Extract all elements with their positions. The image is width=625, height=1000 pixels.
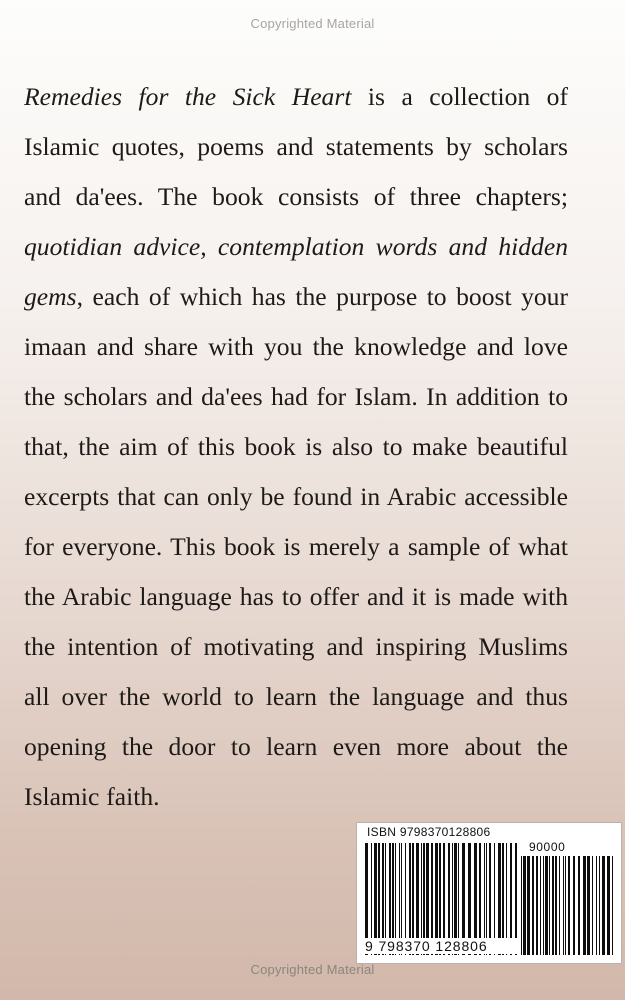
chapter-names-italic: quotidian advice, contemplation words and hidden gems <box>24 232 568 311</box>
copyright-watermark-bottom: Copyrighted Material <box>250 962 375 977</box>
barcode-bar <box>612 856 613 955</box>
book-title-italic: Remedies for the Sick Heart <box>24 82 352 111</box>
barcode-bar <box>549 856 550 955</box>
barcode-bar <box>596 856 597 955</box>
barcode-bar <box>543 856 544 955</box>
addon-barcode-bars <box>521 856 615 955</box>
barcode-bar <box>592 856 593 955</box>
barcode-bar <box>599 856 600 955</box>
price-addon-label: 90000 <box>529 840 566 854</box>
barcode-bar <box>587 856 590 955</box>
barcode-bar <box>559 856 560 955</box>
description-text-2: , each of which has the purpose to boost your imaan and share with you the knowledge and love the scholars and da'ees had for Islam. In addition to that, the aim of this book is also to make beautiful excerpts that can only be found in Arabic accessible for everyone. This book is merely a sample of what the Arabic language has to offer and it is made with the intention of motivating and inspiring Muslims all over the world to learn the language and thus opening the door to learn even more about the Islamic faith. <box>24 282 568 811</box>
barcode-bar <box>555 856 557 955</box>
barcode-bar <box>583 856 586 955</box>
barcode-bar <box>607 856 610 955</box>
barcode-bar <box>565 856 566 955</box>
book-description <box>24 72 568 822</box>
barcode-bar <box>573 856 575 955</box>
description-text-1: is a collection of Islamic quotes, poems and statements by scholars and da'ees. The book consists of three chapters; <box>24 82 568 211</box>
barcode-bar <box>602 856 605 955</box>
barcode-bar <box>563 856 564 955</box>
copyright-watermark-top: Copyrighted Material <box>250 16 375 31</box>
barcode-bar <box>521 856 522 955</box>
barcode-bar <box>578 856 580 955</box>
isbn-barcode <box>356 822 622 964</box>
barcode-bar <box>545 856 548 955</box>
barcode-bar <box>527 856 530 955</box>
barcode-bar <box>536 856 538 955</box>
barcode-bar <box>552 856 554 955</box>
barcode-bar <box>568 856 570 955</box>
isbn-digits: 9 798370 128806 <box>365 938 517 954</box>
barcode-bar <box>523 856 526 955</box>
barcode-bar <box>532 856 534 955</box>
barcode-bar <box>540 856 541 955</box>
isbn-label: ISBN 9798370128806 <box>367 825 491 839</box>
